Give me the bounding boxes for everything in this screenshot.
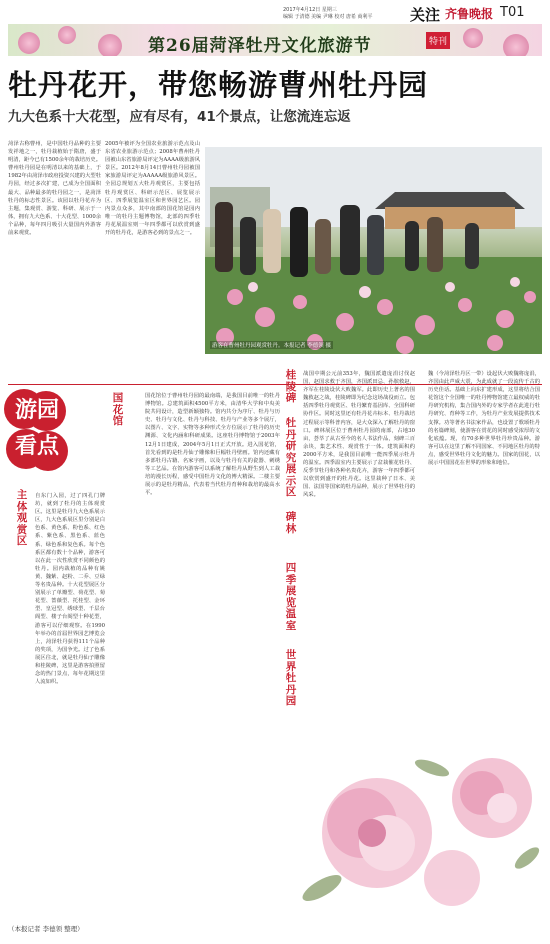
- label-stele-forest: 碑林: [285, 511, 297, 535]
- label-guiling-stele: 桂陵碑: [285, 369, 297, 404]
- page-number: T01: [500, 5, 525, 20]
- body-column-d: 魏（今菏泽牡丹区一带）设起伏大败魏将庞涓，齐国由此声威大震，为此成就了一段流传千古的历史佳话。基础上向东扩建形成，这里将结合国花馆这个全国唯一的牡丹博物馆建立最权威的牡丹研究机构，集合国内外的专家学者在此进行牡丹研究、育种等工作，为牡丹产业发展提供技术支撑。功等著名书法家作品，也设置了歌颂牡丹的名篇碑刻，使游客在赏花的同时感受浓厚的文化底蕴。现，有70多种世界牡丹珍贵品种。游客可以在这里了解不同国家、不同地区牡丹的特点，感受世界牡丹文化的魅力。国家的国花，以展示中国国花在世界的形象和地位。: [428, 371, 540, 467]
- peony-decoration: [463, 28, 483, 48]
- peony-decoration: [18, 32, 40, 54]
- label-peony-museum: 国花馆: [112, 392, 124, 427]
- visit-badge-text: 游园看点: [14, 398, 59, 459]
- peony-decoration: [503, 34, 529, 56]
- paper-logo: 齐鲁晚报: [445, 7, 494, 21]
- issue-date: 2017年4月12日 星期三: [283, 7, 337, 13]
- peony-decoration: [58, 26, 76, 44]
- banner-title: 第26届菏泽牡丹文化旅游节: [148, 36, 372, 56]
- news-photo: [205, 147, 542, 354]
- label-world-peony-garden: 世界牡丹园: [285, 649, 297, 707]
- editor-credits: 编辑 于清德 美编 尹琳 校对 唐希 商利平: [283, 14, 373, 20]
- label-greenhouse: 四季展览温室: [285, 562, 297, 632]
- label-research-area: 牡丹研究展示区: [285, 417, 297, 498]
- body-column-a: 自东门入园，过了四孔门牌坊，就到了牡丹的主体观赏区。这里是牡丹九大色系展示区，九大色系展区里分别是白色系、黄色系、粉色系、红色系、紫色系、黑色系、蓝色系、绿色系和复色系。每个色系区都有数十个品种，游客可以在此一次性欣赏不同颜色的牡丹。园内栽植的品种有姚黄、魏紫、赵粉、二乔、豆绿等名贵品种。十大花型展区分别展示了单瓣型、荷花型、菊花型、蔷薇型、托桂型、金环型、皇冠型、绣球型、千层台阁型、楼子台阁型十种花型，游客可以仔细观察。在1990年举办的首届世界园艺博览会上，菏泽牡丹获得111个品种的奖项，为国争光。过了色系展区往北，就是牡丹仙子雕像和桂陵碑，这里是游客拍照留念的热门景点，每年花期这里人流如织。: [35, 493, 105, 686]
- body-column-b: 国花馆位于曹州牡丹园的最南端，是我国目前唯一的牡丹博物馆。总建筑面积4500平方米，由清华大学和中央美院共同设计，造型新颖独特。馆内共分为序厅、牡丹与历史、牡丹与文化、牡丹与科技、牡丹与产业等多个展厅，以图片、文字、实物等多种形式全方位展示了牡丹的历史渊源、文化内涵和科研成果。这座牡丹博物馆于2003年12月1日建成，2004年5月1日正式开放。进入国花馆，首先看到的是牡丹仙子雕像和巨幅牡丹壁画。馆内还藏有多部牡丹古籍、名家字画，以及与牡丹有关的瓷器、刺绣等工艺品。在馆内游客可以系统了解牡丹从野生到人工栽培的漫长历程，感受中国牡丹文化的博大精深。二楼主要展示的是牡丹精品，代表着当代牡丹育种和栽培的最高水平。: [145, 393, 280, 497]
- photo-illustration: [205, 147, 542, 354]
- reporter-credit: （本报记者 李德领 整理）: [8, 925, 84, 933]
- body-column-c: 战国中期公元前353年，魏国派遣庞涓讨伐赵国，赵国求救于齐国，齐国派田忌、孙膑救赵，齐军在桂陵设伏大败魏军。此即历史上著名的围魏救赵之战，桂陵碑即为纪念这场战役而立。包括四季牡丹观赏区、牡丹繁育基因库、全国科研协作区。同时这里还有牡丹花卉标本、牡丹栽培过程展示等科普内容，是大众深入了解牡丹的窗口。碑林展区位于曹州牡丹园的南部，占地30亩，荟萃了从古至今的名人书法作品，刻碑三百余块，集艺术性、观赏性于一体。建筑面积约2000平方米，是我国目前唯一能四季展示牡丹的温室。四季温室内主要展示了盆栽催花牡丹、反季节牡丹和各种名贵花卉，游客一年四季都可以欣赏到盛开的牡丹花。这里栽种了日本、美国、法国等国家的牡丹品种，展示了世界牡丹的风采。: [303, 371, 415, 499]
- subheadline: 九大色系十大花型，应有尽有，41个景点，让您流连忘返: [8, 109, 351, 125]
- photo-caption: 游客在曹州牡丹园观赏牡丹。本报记者 李德领 摄: [212, 343, 331, 349]
- special-issue-tag: 特刊: [426, 32, 450, 49]
- page-header: [0, 0, 550, 22]
- section-title: 关注: [410, 6, 441, 24]
- festival-banner: [8, 24, 542, 56]
- label-main-viewing-area: 主体观赏区: [16, 489, 28, 547]
- peony-painting: [292, 738, 542, 910]
- intro-column-2: 2005年被评为全国农业旅游示范点及山东省农业旅游示范点；2008年曹州牡丹园被山东省旅游局评定为AAAA级旅游风景区。2012年8月14日曹州牡丹园被国家旅游局评定为AAAAA级旅游风景区。全园总规划五大牡丹观赏区，主要包括牡丹观赏区、科研示范区、展览展示区、四季展览温室区和世界园艺区。园内景点众多，其中南部的国花馆是园内唯一的牡丹主题博物馆，北部的四季牡丹花展温室则一年四季都可以欣赏到盛开的牡丹花，是游客必到的景点之一。: [105, 141, 200, 237]
- intro-column-1: 菏泽古称曹州，是中国牡丹品种的主要发祥地之一，牡丹栽植始于隋唐，盛于明清，距今已有1500余年的栽培历史。曹州牡丹园是在明清以来的基础上，于1982年由菏泽市政府投资兴建的大型牡丹园，经过多次扩建，已成为全国面积最大、品种最多的牡丹园之一，是菏泽牡丹的标志性景区。该园以牡丹花卉为主题，集观赏、游览、科研、展示于一体，拥有九大色系、十大花型、1000余个品种，每年四月吸引大量国内外游客前来观赏。: [8, 141, 101, 237]
- peony-decoration: [98, 34, 122, 56]
- headline: 牡丹花开，带您畅游曹州牡丹园: [8, 68, 429, 102]
